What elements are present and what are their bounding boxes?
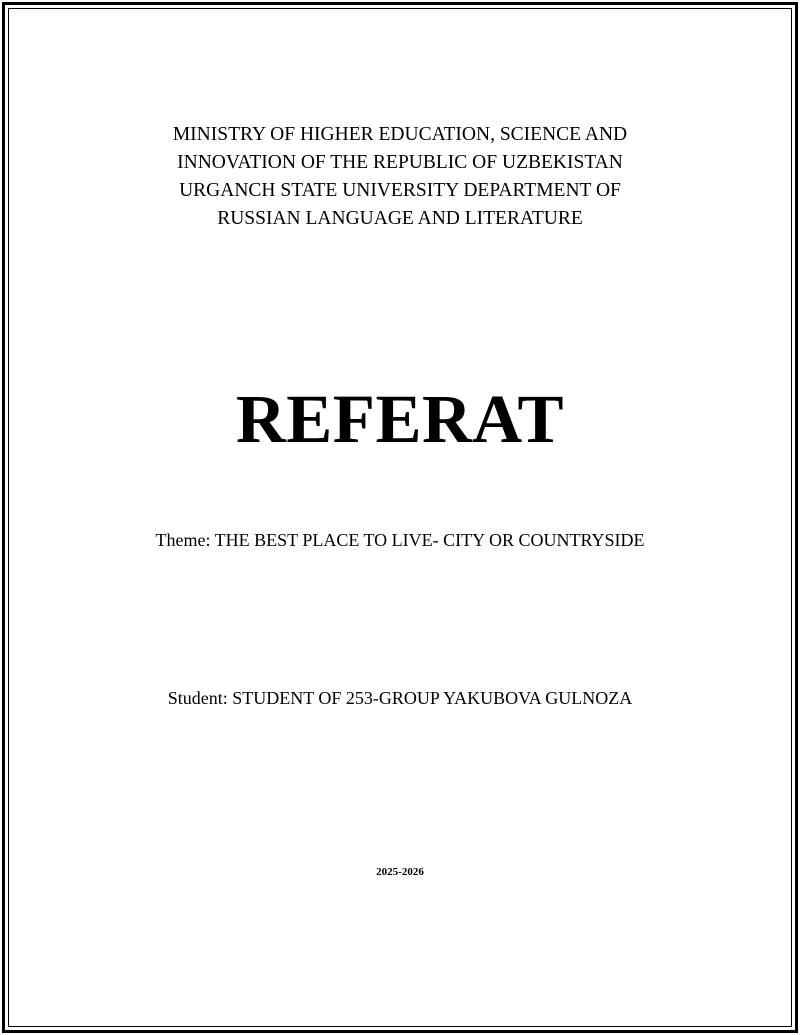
document-title: REFERAT xyxy=(235,381,565,457)
theme-line: Theme: THE BEST PLACE TO LIVE- CITY OR COUNTRYSIDE xyxy=(155,530,645,550)
institution-header xyxy=(0,121,800,233)
header-line-ministry: MINISTRY OF HIGHER EDUCATION, SCIENCE AND xyxy=(172,124,628,145)
header-line-university: URGANCH STATE UNIVERSITY DEPARTMENT OF xyxy=(179,180,621,201)
academic-year: 2025-2026 xyxy=(376,866,424,878)
header-line-republic: INNOVATION OF THE REPUBLIC OF UZBEKISTAN xyxy=(177,152,623,173)
header-line-department: RUSSIAN LANGUAGE AND LITERATURE xyxy=(217,208,583,229)
student-line: Student: STUDENT OF 253-GROUP YAKUBOVA GULNOZA xyxy=(167,688,633,708)
